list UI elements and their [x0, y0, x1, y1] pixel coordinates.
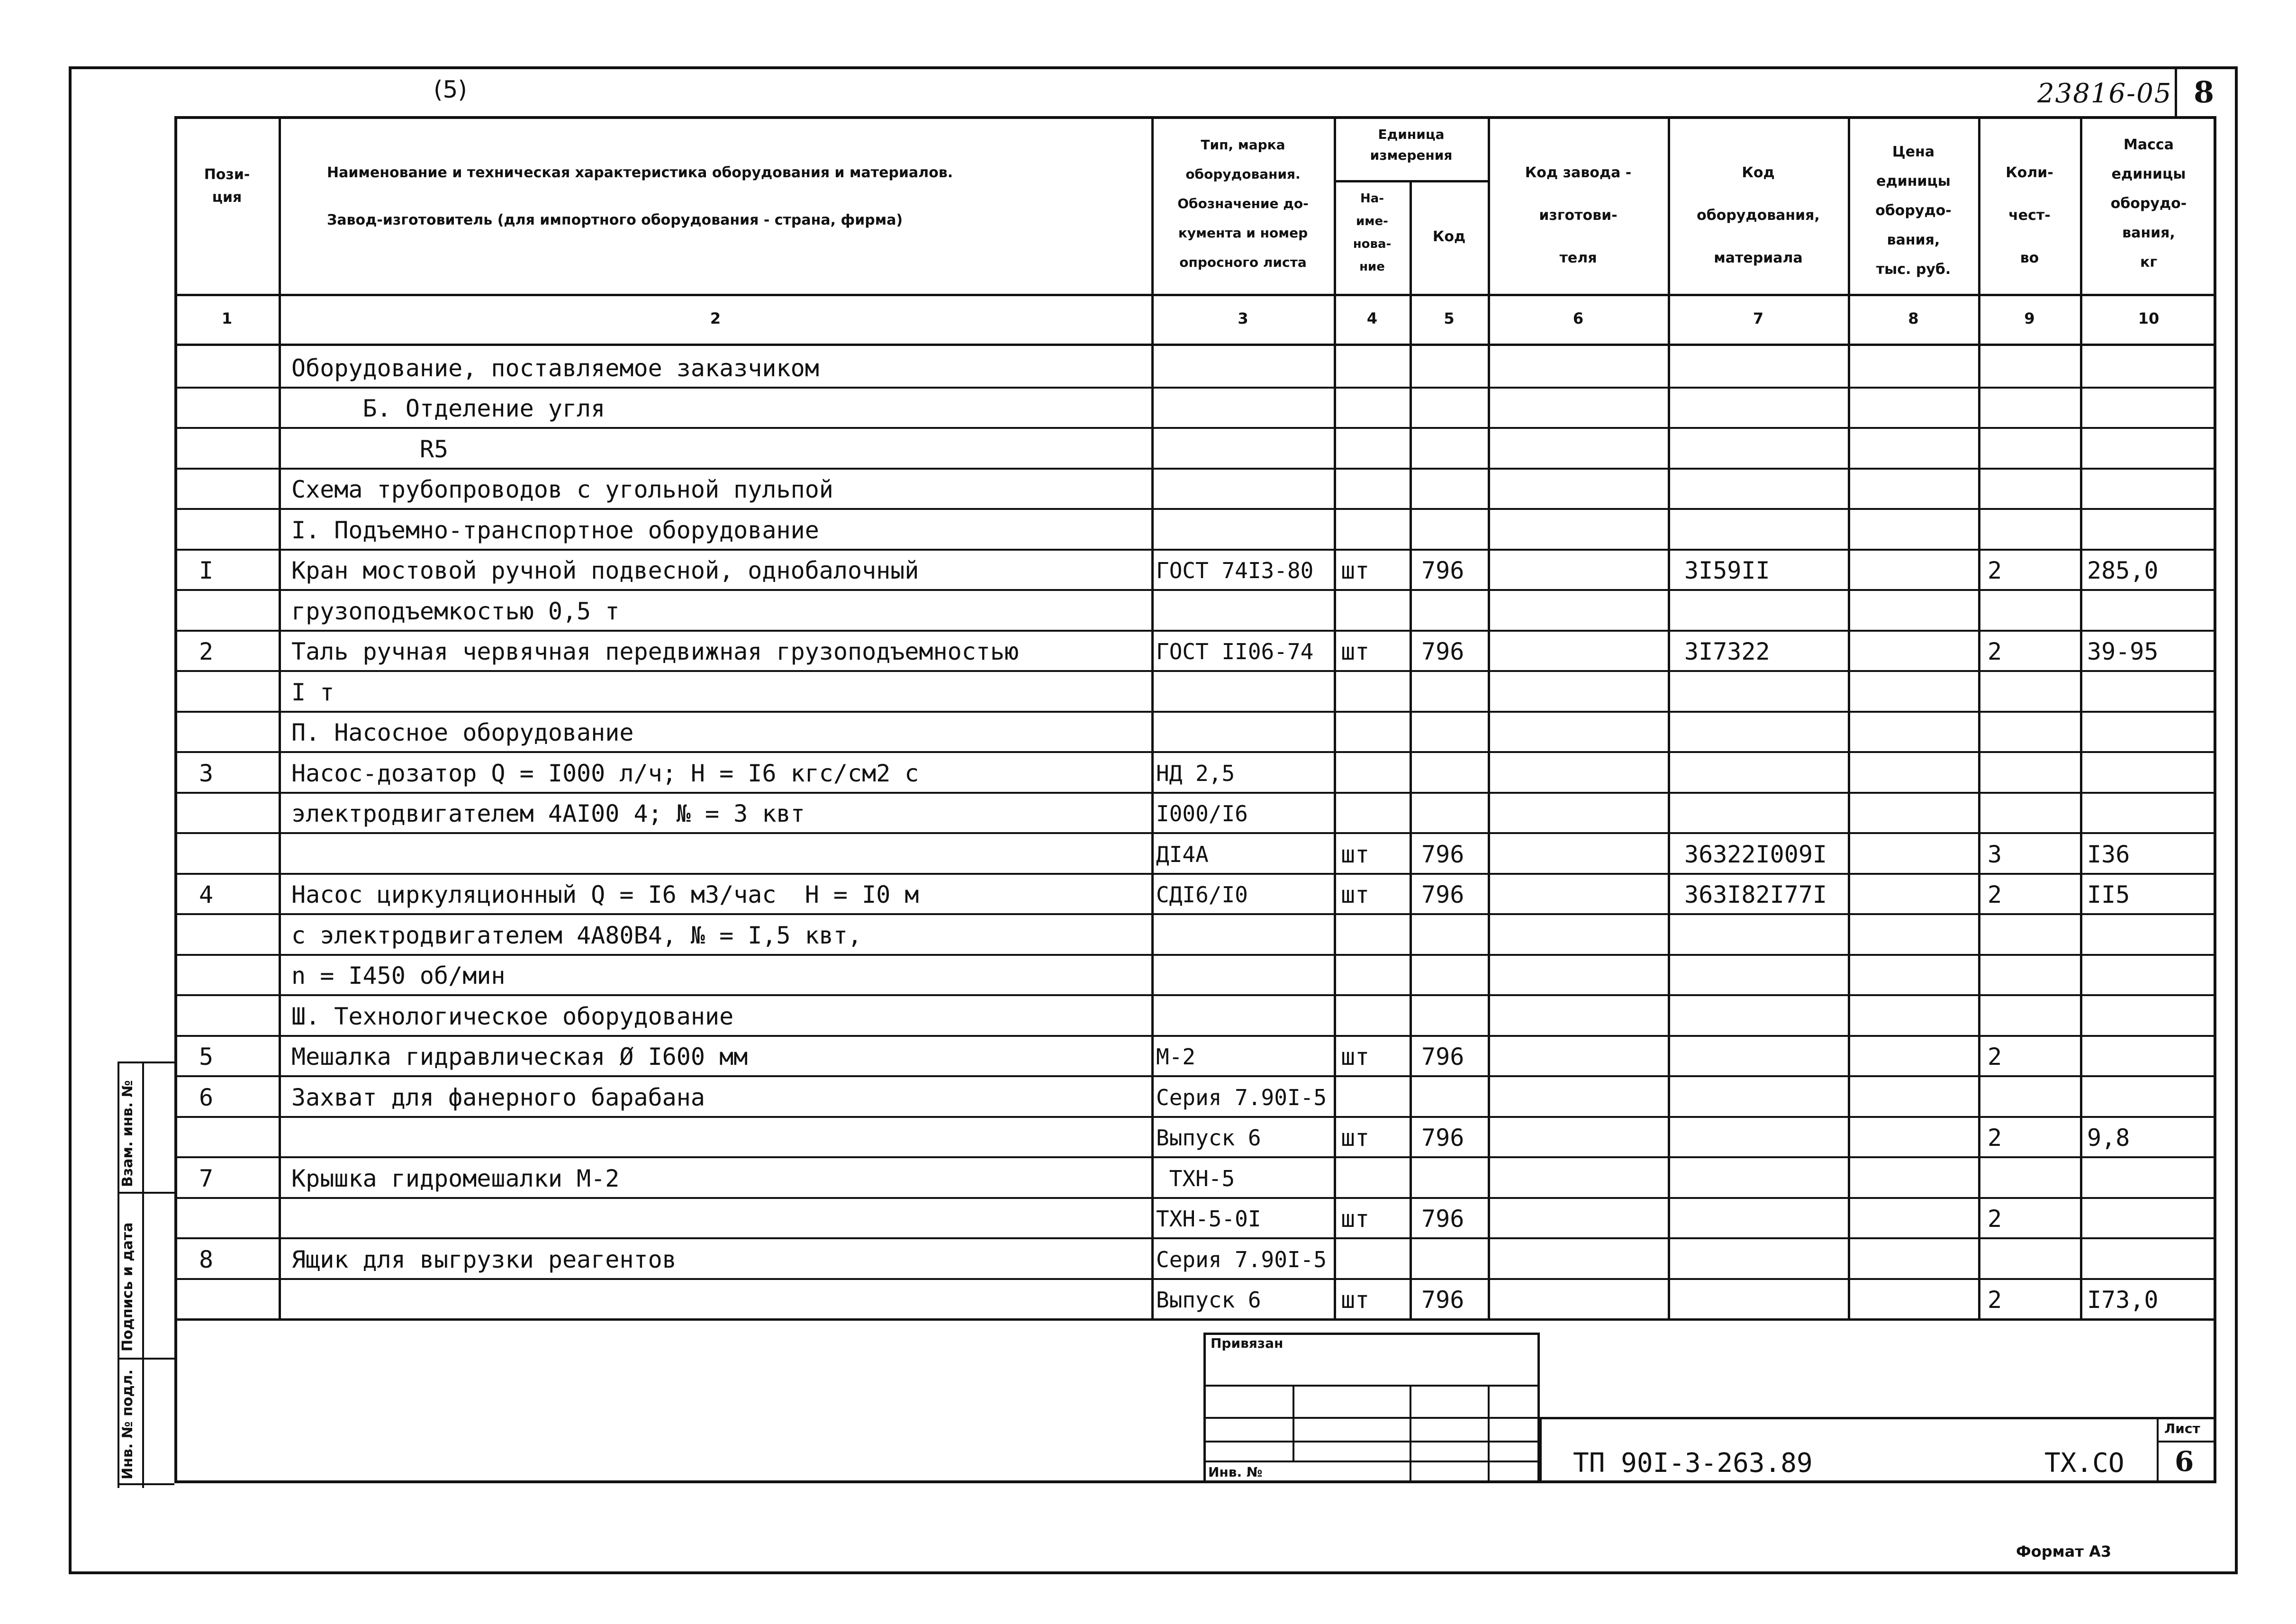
header-price-line2: единицы: [1876, 173, 1951, 190]
header-unit-name-line2: име-: [1356, 214, 1388, 228]
header-plant-line1: Код завода -: [1525, 164, 1632, 181]
cell-name: I т: [291, 679, 334, 706]
row-separator: [174, 751, 2216, 753]
row-separator: [174, 1278, 2216, 1280]
cell-type: Серия 7.90I-5: [1156, 1247, 1327, 1272]
cell-type: ДI4А: [1156, 842, 1209, 867]
cell-type: Выпуск 6: [1156, 1125, 1261, 1151]
row-separator: [174, 1116, 2216, 1118]
cell-mass: 9,8: [2087, 1124, 2130, 1152]
doc-mark: ТХ.СО: [2044, 1448, 2124, 1479]
side-label-vzam: Взам. инв. №: [119, 1080, 136, 1187]
colnum-7: 7: [1753, 309, 1764, 327]
row-separator: [174, 711, 2216, 713]
stamp-privyazan-label: Привязан: [1211, 1335, 1284, 1351]
cell-type: ТХН-5-0I: [1156, 1206, 1261, 1232]
colnum-5: 5: [1444, 309, 1455, 327]
cell-mass: II5: [2087, 881, 2130, 908]
cell-name: П. Насосное оборудование: [291, 719, 634, 746]
cell-unit: шт: [1341, 881, 1370, 908]
cell-code: 796: [1421, 557, 1464, 584]
header-type-line3: Обозначение до-: [1177, 196, 1309, 211]
row-separator: [174, 954, 2216, 956]
header-equip-line1: Код: [1742, 164, 1775, 181]
side-label-inv-podl: Инв. № подл.: [119, 1369, 136, 1479]
cell-type: СДI6/I0: [1156, 882, 1248, 907]
cell-name: Насос-дозатор Q = I000 л/ч; Н = I6 кгс/см2 с: [291, 760, 919, 787]
cell-name: Схема трубопроводов с угольной пульпой: [291, 476, 833, 503]
row-separator: [174, 1156, 2216, 1158]
cell-unit: шт: [1341, 638, 1370, 665]
cell-unit: шт: [1341, 841, 1370, 868]
cell-type: Серия 7.90I-5: [1156, 1085, 1327, 1110]
cell-qty: 2: [1988, 1205, 2002, 1233]
cell-name: Крышка гидромешалки М-2: [291, 1165, 620, 1192]
cell-code: 796: [1421, 881, 1464, 908]
cell-unit: шт: [1341, 1043, 1370, 1071]
cell-type: ГОСТ 74I3-80: [1156, 558, 1314, 583]
cell-pos: 4: [199, 881, 214, 908]
cell-pos: 2: [199, 638, 214, 665]
cell-name: Таль ручная червячная передвижная грузоподъемностью: [291, 638, 1019, 665]
section-mark: (5): [434, 76, 467, 103]
header-mass-line2: единицы: [2111, 166, 2186, 182]
header-unit-group-line2: измерения: [1370, 147, 1453, 163]
cell-type: Выпуск 6: [1156, 1287, 1261, 1313]
row-separator: [174, 387, 2216, 389]
row-separator: [174, 994, 2216, 996]
header-type-line4: кумента и номер: [1178, 225, 1308, 241]
colnum-10: 10: [2138, 309, 2160, 327]
row-separator: [174, 1237, 2216, 1239]
header-qty-line3: во: [2020, 250, 2039, 266]
cell-name: электродвигателем 4АI00 4; № = 3 квт: [291, 800, 805, 827]
format-label: Формат А3: [2016, 1542, 2112, 1560]
header-mass-line1: Масса: [2124, 136, 2174, 153]
cell-name: R5: [291, 435, 449, 463]
row-separator: [174, 1035, 2216, 1037]
header-mass-line4: вания,: [2122, 225, 2175, 241]
cell-name: Ш. Технологическое оборудование: [291, 1003, 734, 1030]
row-separator: [174, 630, 2216, 632]
header-mass-line3: оборудо-: [2110, 195, 2187, 212]
cell-code: 796: [1421, 1124, 1464, 1152]
header-name-line2: Завод-изготовитель (для импортного оборудования - страна, фирма): [327, 212, 903, 228]
colnum-6: 6: [1573, 309, 1584, 327]
row-separator: [174, 670, 2216, 672]
cell-name: Ящик для выгрузки реагентов: [291, 1246, 677, 1273]
cell-name: с электродвигателем 4А80В4, № = I,5 квт,: [291, 922, 862, 949]
colnum-9: 9: [2024, 309, 2035, 327]
cell-equip: 36322I009I: [1684, 841, 1827, 868]
cell-unit: шт: [1341, 557, 1370, 584]
colnum-2: 2: [710, 309, 721, 327]
cell-name: Оборудование, поставляемое заказчиком: [291, 354, 819, 382]
header-unit-code: Код: [1432, 228, 1466, 245]
cell-qty: 3: [1988, 841, 2002, 868]
cell-name: Кран мостовой ручной подвесной, однобалочный: [291, 557, 919, 584]
cell-pos: 7: [199, 1165, 214, 1192]
cell-type: НД 2,5: [1156, 761, 1235, 786]
header-type-line5: опросного листа: [1179, 254, 1307, 270]
row-separator: [174, 549, 2216, 551]
header-unit-name-line1: На-: [1360, 191, 1384, 206]
row-separator: [174, 913, 2216, 915]
row-separator: [174, 427, 2216, 429]
cell-code: 796: [1421, 841, 1464, 868]
cell-mass: 39-95: [2087, 638, 2159, 665]
cell-name: Б. Отделение угля: [291, 395, 606, 422]
header-plant-line3: теля: [1559, 250, 1597, 266]
header-equip-line2: оборудования,: [1697, 207, 1820, 224]
cell-qty: 2: [1988, 881, 2002, 908]
colnum-1: 1: [221, 309, 233, 327]
cell-code: 796: [1421, 638, 1464, 665]
header-qty-line1: Коли-: [2006, 164, 2053, 181]
cell-name: n = I450 об/мин: [291, 962, 506, 989]
cell-name: грузоподъемкостью 0,5 т: [291, 598, 620, 625]
cell-type: I000/I6: [1156, 801, 1248, 826]
page-number: 8: [2194, 75, 2215, 109]
cell-qty: 2: [1988, 557, 2002, 584]
cell-pos: 8: [199, 1246, 214, 1273]
header-mass-line5: кг: [2140, 254, 2158, 271]
cell-mass: I73,0: [2087, 1286, 2159, 1314]
header-unit-group-line1: Единица: [1378, 127, 1445, 142]
row-separator: [174, 832, 2216, 834]
cell-equip: 3I7322: [1684, 638, 1770, 665]
cell-name: Захват для фанерного барабана: [291, 1084, 705, 1111]
header-name-line1: Наименование и техническая характеристика оборудования и материалов.: [327, 164, 953, 181]
cell-pos: I: [199, 557, 214, 584]
cell-qty: 2: [1988, 1124, 2002, 1152]
header-type-line1: Тип, марка: [1201, 137, 1285, 153]
row-separator: [174, 1197, 2216, 1199]
cell-pos: 6: [199, 1084, 214, 1111]
row-separator: [174, 468, 2216, 470]
colnum-3: 3: [1238, 309, 1248, 327]
header-plant-line2: изготови-: [1539, 207, 1618, 224]
cell-code: 796: [1421, 1043, 1464, 1071]
cell-name: I. Подъемно-транспортное оборудование: [291, 517, 819, 544]
header-equip-line3: материала: [1714, 250, 1803, 266]
colnum-8: 8: [1908, 309, 1919, 327]
header-price-line3: оборудо-: [1875, 202, 1952, 219]
row-separator: [174, 873, 2216, 875]
cell-unit: шт: [1341, 1124, 1370, 1152]
row-separator: [174, 508, 2216, 510]
cell-equip: 363I82I77I: [1684, 881, 1827, 908]
stamp-inv-label: Инв. №: [1208, 1464, 1263, 1480]
cell-mass: I36: [2087, 841, 2130, 868]
cell-name: Насос циркуляционный Q = I6 м3/час Н = I0 м: [291, 881, 919, 908]
row-separator: [174, 1075, 2216, 1077]
cell-type: ГОСТ II06-74: [1156, 639, 1314, 664]
cell-name: Мешалка гидравлическая Ø I600 мм: [291, 1043, 748, 1071]
row-separator: [174, 792, 2216, 794]
header-price-line4: вания,: [1887, 232, 1940, 248]
cell-type: М-2: [1156, 1044, 1196, 1070]
handwritten-number: 23816-05: [2037, 78, 2172, 109]
cell-qty: 2: [1988, 1286, 2002, 1314]
cell-code: 796: [1421, 1286, 1464, 1314]
cell-type: ТХН-5: [1156, 1166, 1235, 1191]
header-price-line5: тыс. руб.: [1876, 261, 1951, 278]
cell-code: 796: [1421, 1205, 1464, 1233]
colnum-4: 4: [1366, 309, 1378, 327]
cell-mass: 285,0: [2087, 557, 2159, 584]
header-pos-line2: ция: [212, 189, 242, 206]
header-price-line1: Цена: [1892, 144, 1935, 160]
header-pos-line1: Пози-: [204, 166, 250, 183]
header-qty-line2: чест-: [2008, 207, 2051, 224]
header-type-line2: оборудования.: [1185, 166, 1301, 182]
header-unit-name-line4: ние: [1359, 260, 1385, 274]
cell-unit: шт: [1341, 1286, 1370, 1314]
doc-code: ТП 90I-3-263.89: [1573, 1448, 1813, 1479]
row-separator: [174, 589, 2216, 591]
cell-equip: 3I59II: [1684, 557, 1770, 584]
side-label-podpis: Подпись и дата: [119, 1222, 136, 1352]
cell-qty: 2: [1988, 1043, 2002, 1071]
cell-unit: шт: [1341, 1205, 1370, 1233]
cell-pos: 5: [199, 1043, 214, 1071]
header-unit-name-line3: нова-: [1353, 237, 1392, 251]
cell-pos: 3: [199, 760, 214, 787]
sheet-label: Лист: [2164, 1421, 2200, 1436]
sheet-number: 6: [2175, 1445, 2194, 1478]
cell-qty: 2: [1988, 638, 2002, 665]
